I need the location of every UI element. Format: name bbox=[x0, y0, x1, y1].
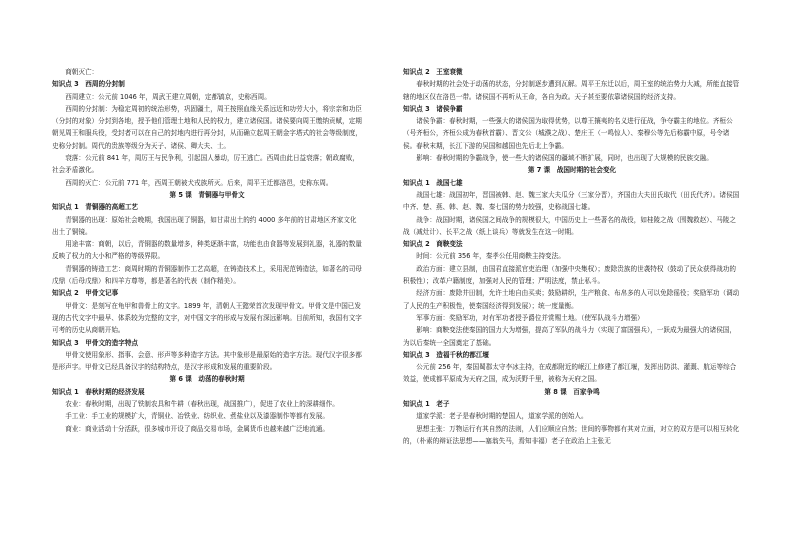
right-para-2: 知识点 3 诸侯争霸 bbox=[403, 104, 463, 113]
right-para-3: 诸侯争霸：春秋时期，一些强大的诸侯国为取得优势，以尊王攘夷的名义进行征战，争夺霸主的地位。齐桓公（号齐桓公，齐桓公成为春秋首霸）、晋文公（城濮之战）、楚庄王（一鸣惊人）、秦穆公等先后称霸中原，号令诸侯。春秋末期，长江下游的吴国和越国也先后北上争霸。 bbox=[403, 117, 733, 150]
right-para-10: 时间：公元前 356 年，秦孝公任用商鞅主持变法。 bbox=[416, 252, 565, 261]
left-para-17: 农业：春秋时期，出现了铁制农具和牛耕（春秋出现，战国推广），促进了农业上的深耕细作。 bbox=[65, 400, 339, 409]
right-column bbox=[403, 66, 741, 447]
right-para-20: 思想主张：万物运行有其自然的法则，人们应顺应自然；世间的事物都有其对立面，对立的双方是可以相互转化的，（朴素的辩证法思想——塞翁失马，焉知非福）老子在政治上主张无 bbox=[403, 424, 740, 445]
left-para-14: 甲骨文使用象形、指事、会意、形声等多种造字方法。其中象形是最原始的造字方法。现代汉字很多都是形声字。甲骨文已经具备汉字的结构特点，是汉字形成和发展的重要阶段。 bbox=[52, 350, 362, 372]
right-para-19: 道家学派：老子是春秋时期的楚国人，道家学派的创始人。 bbox=[416, 412, 588, 421]
right-para-11: 政治方面：建立县制，由国君直接派官吏治理（加强中央集权）；废除贵族的世袭特权（鼓动了民众获得战功的积极性）；改革户籍制度，加强对人民的管理；严明法度，禁止私斗。 bbox=[403, 264, 736, 286]
right-para-18: 知识点 1 老子 bbox=[403, 400, 450, 409]
left-para-3: 西周的分封制：为稳定周初的统治形势，巩固疆土，周王按照血缘关系远近和功劳大小，将宗亲和功臣（分封的对象）分封到各地，授予他们管理土地和人民的权力，建立诸侯国。诸侯要向周王缴纳贡赋，定期朝见周王和服兵役，受封者可以在自己的封地内进行再分封，从而确立起周王朝金字塔式的社会等级制度，史称分封制。周代的贵族等级分为天子、诸侯、卿大夫、士。 bbox=[52, 104, 362, 150]
left-para-19: 商业：商业活动十分活跃，很多城市开设了商品交易市场，金属货币也越来越广泛地流通。 bbox=[65, 424, 329, 433]
left-para-0: 商朝灭亡： bbox=[65, 68, 99, 76]
right-para-4: 影响：春秋时期的争霸战争，使一些大的诸侯国的疆域不断扩展，同时，也出现了大规模的民族交融。 bbox=[416, 154, 713, 163]
right-para-6: 知识点 1 战国七雄 bbox=[403, 178, 463, 187]
right-para-5: 第 7 课 战国时期的社会变化 bbox=[527, 166, 617, 175]
left-para-16: 知识点 1 春秋时期的经济发展 bbox=[52, 387, 145, 396]
left-para-8: 青铜器的出现：原始社会晚期，我国出现了铜器，如甘肃出土的约 4000 多年前的甘肃地区齐家文化出土了铜镜。 bbox=[52, 215, 357, 236]
left-para-7: 知识点 1 青铜器的高超工艺 bbox=[52, 203, 139, 212]
right-para-16: 公元前 256 年，秦国蜀郡太守李冰主持，在成都附近的岷江上修建了都江堰，发挥出防洪、灌溉、航运等综合效益，使成都平原成为天府之国，成为沃野千里，被称为天府之国。 bbox=[403, 363, 737, 384]
right-para-8: 战争：战国时期，诸侯国之间战争的规模很大，中国历史上一些著名的战役，如桂陵之战（围魏救赵）、马陵之战（减灶计）、长平之战（纸上谈兵）等就发生在这一时期。 bbox=[403, 215, 736, 236]
left-para-6: 第 5 课 青铜器与甲骨文 bbox=[169, 190, 245, 199]
right-para-14: 影响：商鞅变法使秦国的国力大为增强，提高了军队的战斗力（实现了富国强兵），一跃成为最强大的诸侯国，为以后秦统一全国奠定了基础。 bbox=[403, 326, 736, 347]
right-para-0: 知识点 2 王室衰微 bbox=[403, 68, 463, 76]
left-para-13: 知识点 3 甲骨文的造字特点 bbox=[52, 338, 139, 347]
right-para-13: 军事方面：奖励军功，对有军功者授予爵位并赏赐土地。（使军队战斗力增强） bbox=[416, 313, 644, 322]
left-para-10: 青铜器的铸造工艺：商周时期的青铜器制作工艺高超，在铸造技术上，采用泥范铸造法，如著名的司母戊鼎（后母戊鼎）和四羊方尊等，都是著名的代表（制作精美）。 bbox=[52, 264, 362, 286]
left-para-12: 甲骨文：是刻写在龟甲和兽骨上的文字。1899 年，清朝人王懿荣首次发现甲骨文。甲骨文是中国已发现的古代文字中最早、体系较为完整的文字，对中国文字的形成与发展有深远影响。目前所知，我国有文字可考的历史从商朝开始。 bbox=[52, 301, 362, 335]
right-para-1: 春秋时期的社会处于动荡的状态，分封制逐步遭到瓦解。周平王东迁以后，周王室的统治势力大减，所能直接管辖的地区仅在洛邑一带。诸侯国不再听从王命，各自为政。天子甚至要依靠诸侯国的经济支持。 bbox=[403, 80, 740, 101]
left-para-2: 西周建立：公元前 1046 年，周武王建立周朝，定都镐京，史称西周。 bbox=[65, 92, 271, 101]
right-para-9: 知识点 2 商鞅变法 bbox=[403, 240, 463, 249]
right-para-17: 第 8 课 百家争鸣 bbox=[544, 387, 600, 396]
left-para-15: 第 6 课 动荡的春秋时期 bbox=[169, 375, 245, 384]
left-column bbox=[52, 66, 362, 435]
right-para-15: 知识点 3 造福千秋的都江堰 bbox=[403, 350, 490, 359]
right-para-7: 战国七雄：战国初年，晋国被韩、赵、魏三家大夫瓜分（三家分晋），齐国由大夫田氏取代（田氏代齐）。诸侯国中齐、楚、燕、韩、赵、魏、秦七国的势力较强，史称战国七雄。 bbox=[403, 190, 740, 212]
left-para-9: 用途丰富：商朝，以后，青铜器的数量增多，种类逐渐丰富，功能也由食器等发展到礼器，礼器的数量反映了权力的大小和严格的等级界限。 bbox=[52, 240, 362, 261]
left-para-4: 衰落：公元前 841 年，周厉王与民争利，引起国人暴动，厉王逃亡。西周由此日益衰落；朝政腐败，社会矛盾激化。 bbox=[52, 154, 359, 175]
right-para-12: 经济方面：废除井田制，允许土地自由买卖；鼓励耕织，生产粮食、布帛多的人可以免除徭役；奖励军功（调动了人民的生产积极性，使秦国经济得到发展）；统一度量衡。 bbox=[403, 289, 740, 310]
left-para-5: 西周的灭亡：公元前 771 年，西周王朝被犬戎族所灭。后来，周平王迁都洛邑，史称东周。 bbox=[65, 178, 333, 187]
left-para-1: 知识点 3 西周的分封制 bbox=[52, 80, 125, 89]
left-para-11: 知识点 2 甲骨文记事 bbox=[52, 289, 119, 298]
left-para-18: 手工业：手工业的规模扩大，青铜业、冶铁业、纺织业、煮盐业以及漆器制作等都有发展。 bbox=[65, 412, 329, 421]
